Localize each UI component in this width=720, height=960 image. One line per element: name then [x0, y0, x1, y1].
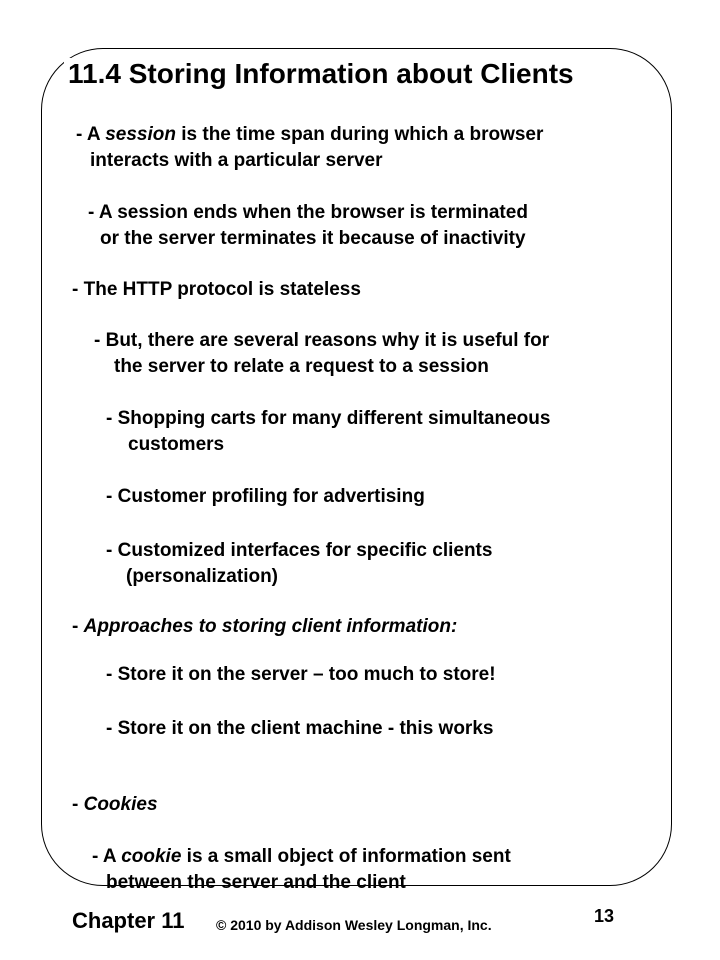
bullet-line [72, 616, 457, 638]
bullet-line [106, 872, 406, 894]
line-text: is the time span during which a browser [175, 124, 544, 145]
slide-title: 11.4 Storing Information about Clients [64, 58, 578, 90]
bullet-line [72, 794, 158, 816]
line-text: - Customer profiling for advertising [106, 486, 425, 507]
line-text: - [72, 794, 84, 815]
footer-copyright: © 2010 by Addison Wesley Longman, Inc. [216, 917, 492, 933]
footer-chapter: Chapter 11 [72, 908, 185, 933]
line-text: customers [128, 434, 225, 455]
line-text: - A session ends when the browser is terminated [88, 202, 528, 223]
emphasis-text: Approaches to storing client information: [83, 616, 458, 637]
bullet-line [92, 846, 511, 868]
line-text: - Shopping carts for many different simultaneous [106, 408, 551, 429]
bullet-line [76, 124, 543, 146]
bullet-line [106, 664, 496, 686]
bullet-line [106, 540, 492, 562]
bullet-line [106, 718, 493, 740]
bullet-line [100, 228, 526, 250]
bullet-line [114, 356, 489, 378]
bullet-line [126, 566, 278, 588]
bullet-line [90, 150, 383, 172]
line-text: - [72, 616, 84, 637]
bullet-line [128, 434, 224, 456]
line-text: - Store it on the server – too much to store! [106, 664, 496, 685]
line-text: (personalization) [126, 566, 279, 587]
emphasis-text: cookie [121, 846, 182, 867]
line-text: - The HTTP protocol is stateless [72, 279, 361, 300]
line-text: interacts with a particular server [90, 150, 383, 171]
line-text: - Store it on the client machine - this works [106, 718, 494, 739]
line-text: between the server and the client [106, 872, 406, 893]
bullet-line [106, 408, 550, 430]
emphasis-text: session [105, 124, 176, 145]
line-text: - But, there are several reasons why it is useful for [94, 330, 550, 351]
line-text: the server to relate a request to a session [114, 356, 489, 377]
bullet-line [106, 486, 425, 508]
page-number: 13 [594, 906, 615, 926]
line-text: - A [92, 846, 122, 867]
line-text: - A [76, 124, 106, 145]
line-text: - Customized interfaces for specific clients [106, 540, 493, 561]
bullet-line [72, 279, 361, 301]
line-text: or the server terminates it because of inactivity [100, 228, 526, 249]
slide-frame [41, 48, 672, 886]
bullet-line [94, 330, 549, 352]
emphasis-text: Cookies [83, 794, 158, 815]
bullet-line [88, 202, 528, 224]
line-text: is a small object of information sent [181, 846, 511, 867]
